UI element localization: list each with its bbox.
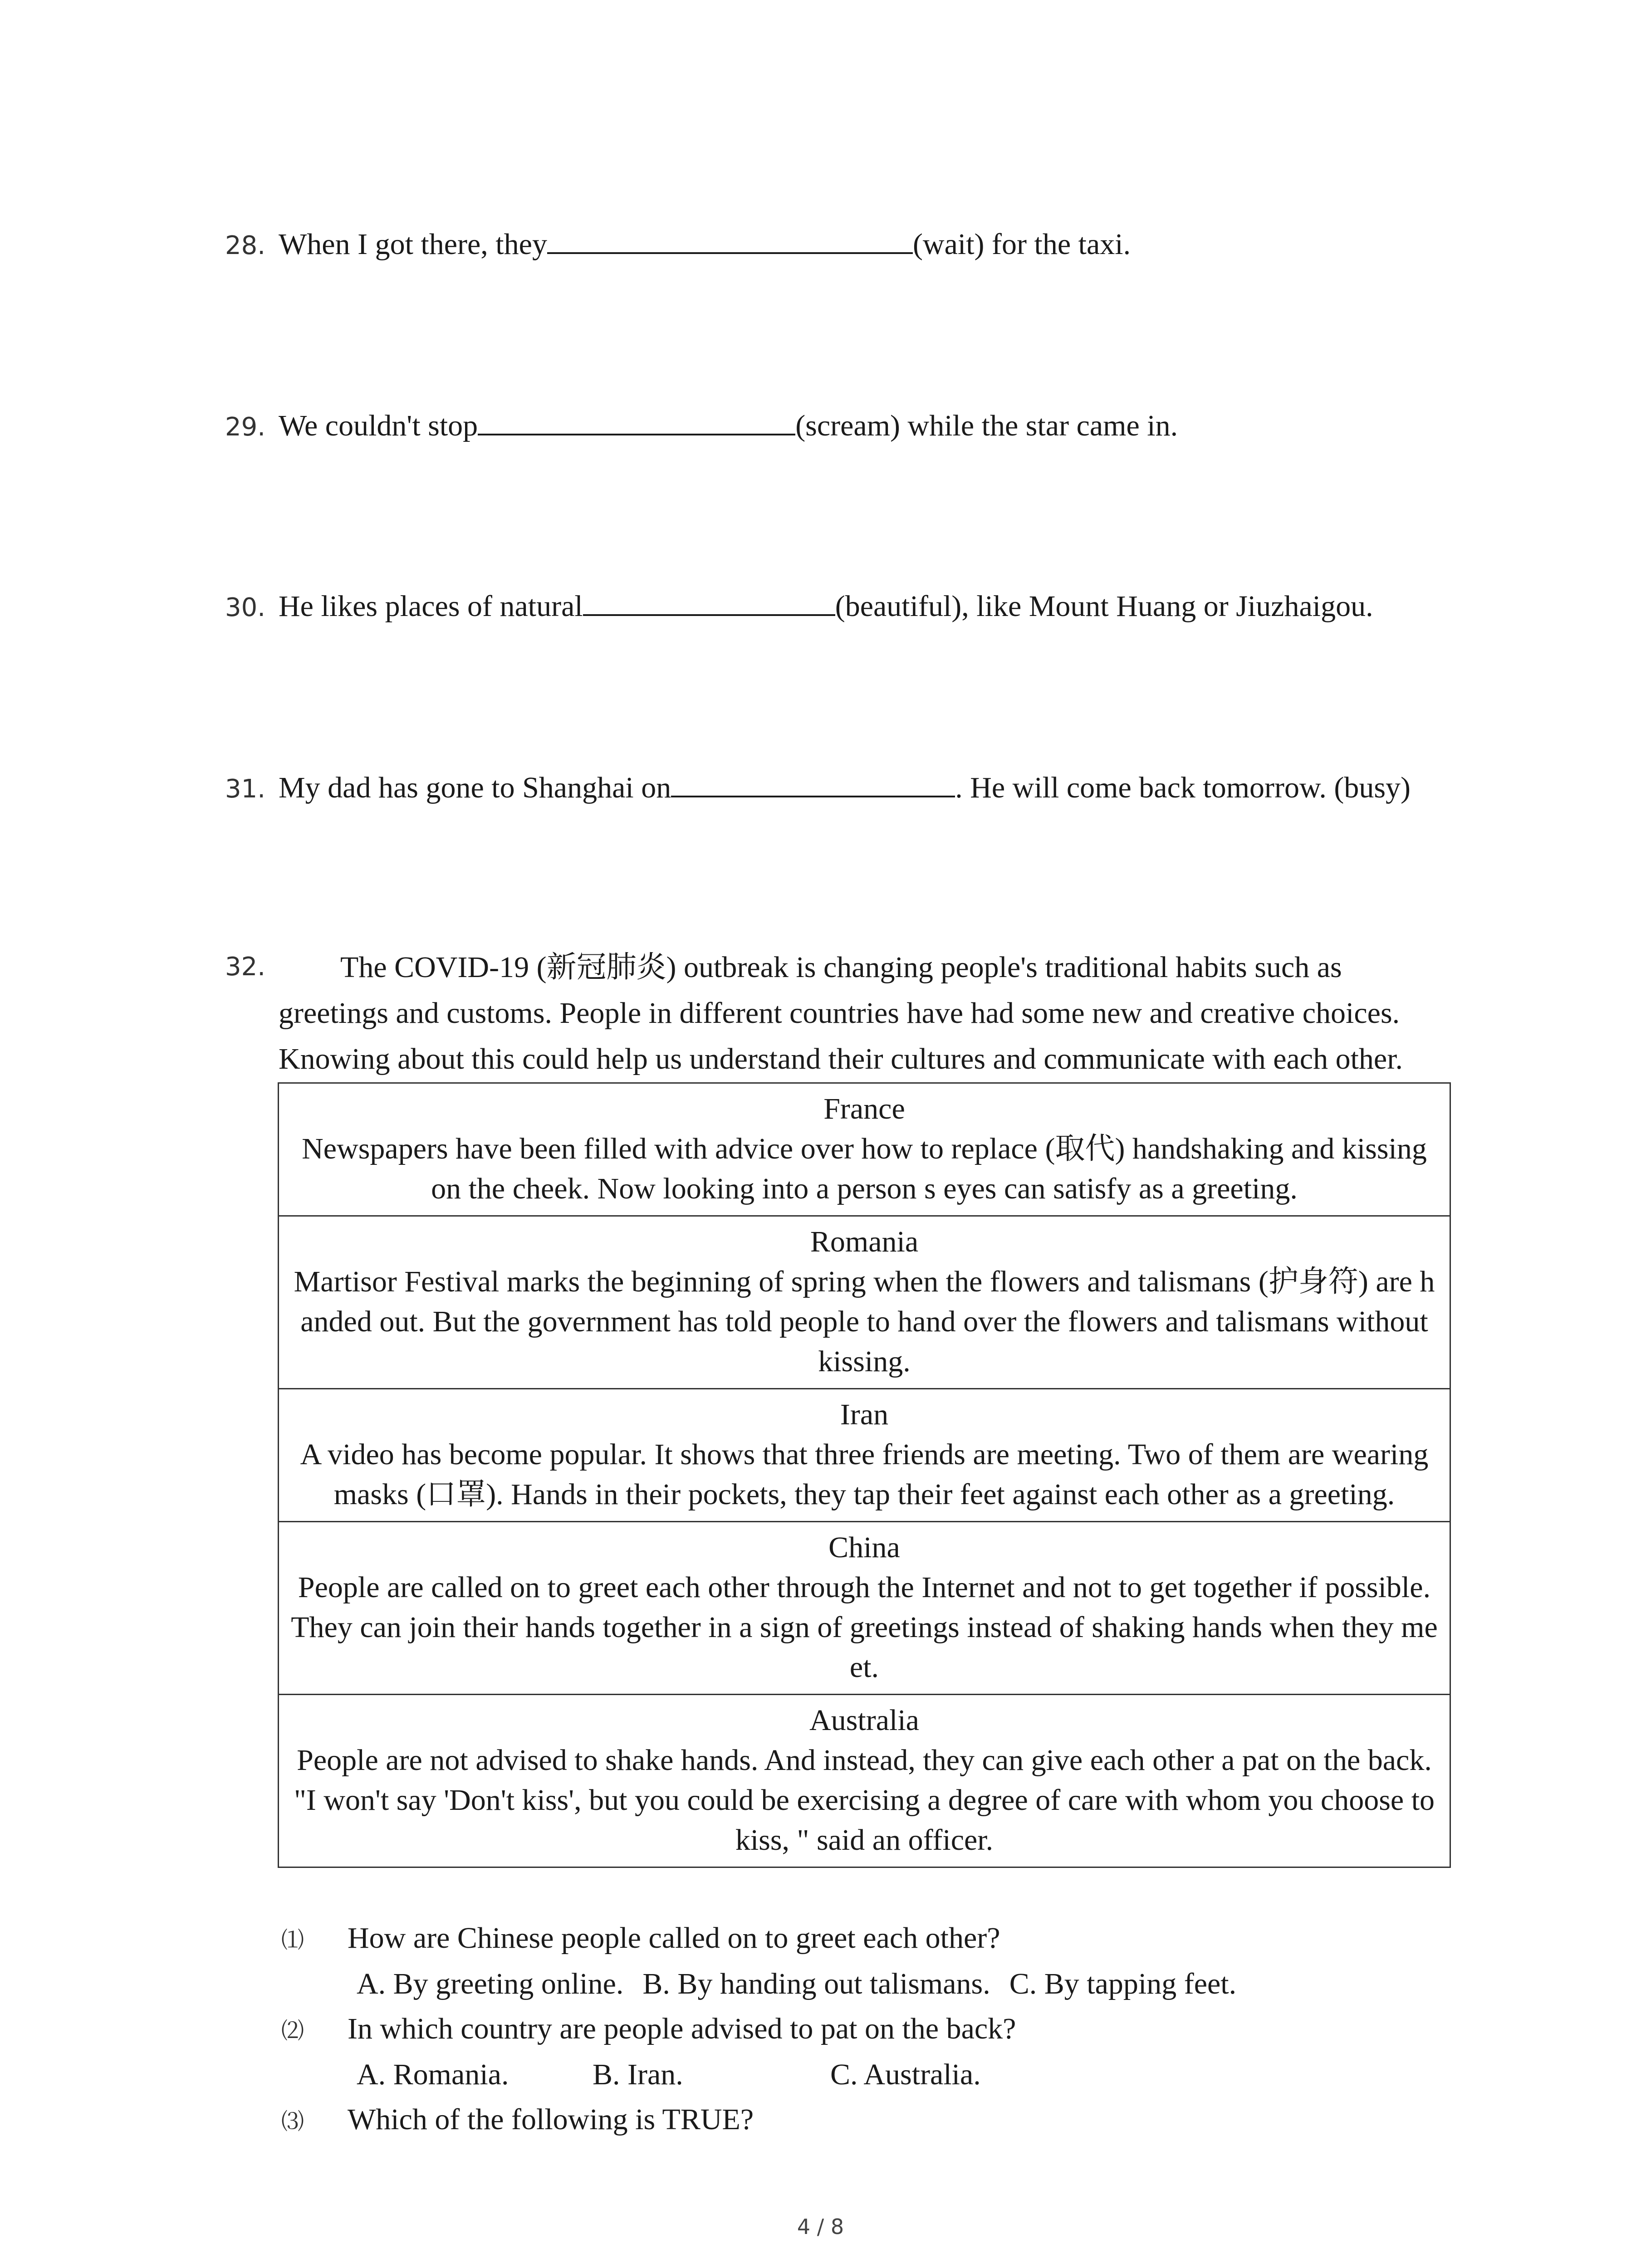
- countries-table: [278, 1082, 1451, 1868]
- option-b[interactable]: B. By handing out talismans.: [642, 1967, 990, 2000]
- question-text-before: We couldn't stop: [279, 409, 478, 442]
- question-29: [225, 404, 1178, 445]
- passage-intro: [279, 944, 1476, 1082]
- option-c[interactable]: C. By tapping feet.: [1009, 1967, 1237, 2000]
- table-row-romania: [279, 1215, 1450, 1388]
- question-number: 31.: [225, 774, 266, 804]
- option-b[interactable]: B. Iran.: [593, 2058, 683, 2091]
- country-name: Australia: [809, 1704, 919, 1737]
- sub-question-mark: ⑵: [281, 2018, 304, 2044]
- sub-question-mark: ⑴: [281, 1927, 304, 1953]
- sub-question-text: Which of the following is TRUE?: [348, 2103, 754, 2136]
- sub-question-1: [281, 1918, 1000, 1960]
- sub-question-mark: ⑶: [281, 2108, 304, 2135]
- passage-line: The COVID-19 (新冠肺炎) outbreak is changing people's traditional habits such as: [340, 951, 1342, 984]
- question-number: 29.: [225, 412, 266, 442]
- question-text-after: (beautiful), like Mount Huang or Jiuzhaigou.: [835, 590, 1373, 623]
- table-row-iran: [279, 1388, 1450, 1521]
- page-number: 4 / 8: [797, 2214, 844, 2239]
- country-name: France: [823, 1092, 905, 1125]
- table-row-france: [279, 1084, 1450, 1215]
- question-text-before: When I got there, they: [279, 228, 547, 261]
- country-name: China: [828, 1531, 900, 1564]
- country-name: Iran: [840, 1398, 889, 1431]
- table-row-china: [279, 1521, 1450, 1694]
- sub-question-3: [281, 2099, 754, 2142]
- table-row-australia: [279, 1694, 1450, 1867]
- option-a[interactable]: A. Romania.: [357, 2058, 509, 2091]
- sub-question-text: In which country are people advised to pat on the back?: [348, 2012, 1016, 2045]
- question-number: 32.: [225, 952, 266, 982]
- answer-blank[interactable]: [547, 222, 913, 254]
- passage-line: greetings and customs. People in different countries have had some new and creative choices.: [279, 997, 1400, 1030]
- question-28: [225, 222, 1131, 264]
- country-description: People are called on to greet each other through the Internet and not to get together if possible. They can join their hands together in a sign of greetings instead of shaking hands when they meet.: [291, 1571, 1438, 1684]
- sub-question-2-options: [357, 2054, 981, 2095]
- question-text-before: He likes places of natural: [279, 590, 583, 623]
- answer-blank[interactable]: [583, 584, 835, 616]
- sub-question-text: How are Chinese people called on to greet each other?: [348, 1921, 1000, 1955]
- question-text-before: My dad has gone to Shanghai on: [279, 771, 671, 804]
- answer-blank[interactable]: [478, 404, 795, 435]
- question-31: [225, 766, 1411, 807]
- answer-blank[interactable]: [671, 766, 955, 797]
- country-description: People are not advised to shake hands. And instead, they can give each other a pat on the back. "I won't say 'Don't kiss', but you could be exercising a degree of care with whom you choose to kiss, " said an officer.: [294, 1744, 1435, 1857]
- question-30: [225, 584, 1373, 626]
- country-description: A video has become popular. It shows that three friends are meeting. Two of them are wearing masks (口罩). Hands in their pockets, they tap their feet against each other as a greeting.: [300, 1438, 1429, 1511]
- question-text-after: . He will come back tomorrow. (busy): [955, 771, 1411, 804]
- country-name: Romania: [810, 1225, 919, 1258]
- question-text-after: (wait) for the taxi.: [912, 228, 1131, 261]
- country-description: Newspapers have been filled with advice over how to replace (取代) handshaking and kissing on the cheek. Now looking into a person s eyes can satisfy as a greeting.: [302, 1132, 1427, 1205]
- question-number: 30.: [225, 593, 266, 622]
- passage-line: Knowing about this could help us understand their cultures and communicate with each other.: [279, 1042, 1403, 1075]
- country-description: Martisor Festival marks the beginning of spring when the flowers and talismans (护身符) are handed out. But the government has told people to hand over the flowers and talismans without kissing.: [294, 1265, 1435, 1378]
- sub-question-1-options: [357, 1964, 1236, 2004]
- sub-question-2: [281, 2009, 1016, 2051]
- option-a[interactable]: A. By greeting online.: [357, 1967, 624, 2000]
- option-c[interactable]: C. Australia.: [830, 2058, 981, 2091]
- question-text-after: (scream) while the star came in.: [795, 409, 1178, 442]
- question-number: 28.: [225, 231, 266, 260]
